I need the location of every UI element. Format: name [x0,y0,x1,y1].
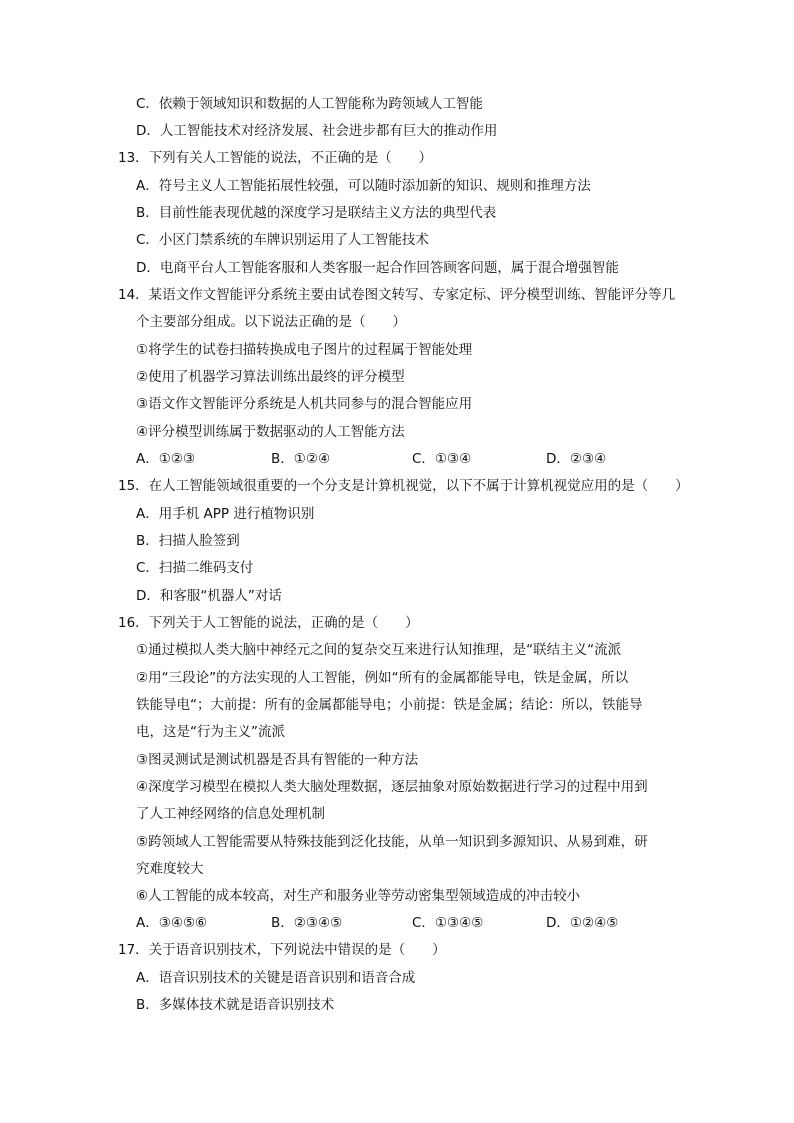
q16-statement-5-line2: 究难度较大 [136,861,204,877]
q16-statement-5-line1: ⑤跨领域人工智能需要从特殊技能到泛化技能，从单一知识到多源知识、从易到难，研 [136,834,648,850]
q15-option-b: B．扫描人脸签到 [136,533,240,549]
q14-option-d: D．②③④ [546,451,607,467]
q14-options [136,449,656,469]
q14-statement-1: ①将学生的试卷扫描转换成电子图片的过程属于智能处理 [136,342,473,358]
q14-statement-4: ④评分模型训练属于数据驱动的人工智能方法 [136,424,405,440]
q15-option-a: A．用手机 APP 进行植物识别 [136,506,315,522]
q16-statement-2-line1: ②用“三段论”的方法实现的人工智能，例如“所有的金属都能导电，铁是金属，所以 [136,670,629,686]
q16-option-c: C．①③④⑤ [412,915,484,931]
q15-option-c: C．扫描二维码支付 [136,560,254,576]
q13-stem: 13．下列有关人工智能的说法，不正确的是（ ） [118,150,433,166]
q16-statement-4-line1: ④深度学习模型在模拟人类大脑处理数据，逐层抽象对原始数据进行学习的过程中用到 [136,779,648,795]
q17-stem: 17．关于语音识别技术，下列说法中错误的是（ ） [118,942,446,958]
q17-option-a: A．语音识别技术的关键是语音识别和语音合成 [136,970,416,986]
q16-statement-6: ⑥人工智能的成本较高，对生产和服务业等劳动密集型领域造成的冲击较小 [136,888,581,904]
q14-stem-line2: 个主要部分组成。以下说法正确的是（ ） [136,314,406,330]
q16-statement-2-line2: 铁能导电“；大前提：所有的金属都能导电；小前提：铁是金属；结论：所以，铁能导 [136,697,643,713]
q14-stem-line1: 14．某语文作文智能评分系统主要由试卷图文转写、专家定标、评分模型训练、智能评分等几 [118,287,676,303]
q17-option-b: B．多媒体技术就是语音识别技术 [136,997,335,1013]
q15-option-d: D．和客服“机器人”对话 [136,588,282,604]
q14-statement-3: ③语文作文智能评分系统是人机共同参与的混合智能应用 [136,396,473,412]
q14-option-a: A．①②③ [136,451,196,467]
q16-options [136,913,656,933]
q14-option-c: C．①③④ [412,451,472,467]
q16-stem: 16．下列关于人工智能的说法，正确的是（ ） [118,615,419,631]
q13-option-b: B．目前性能表现优越的深度学习是联结主义方法的典型代表 [136,205,497,221]
q16-statement-3: ③图灵测试是测试机器是否具有智能的一种方法 [136,752,419,768]
q13-option-a: A．符号主义人工智能拓展性较强，可以随时添加新的知识、规则和推理方法 [136,178,591,194]
q16-option-b: B．②③④⑤ [271,915,343,931]
q16-option-a: A．③④⑤⑥ [136,915,208,931]
q12-option-d: D．人工智能技术对经济发展、社会进步都有巨大的推动作用 [136,123,498,139]
q16-option-d: D．①②④⑤ [546,915,619,931]
q16-statement-2-line3: 电，这是“行为主义”流派 [136,724,285,740]
q16-statement-1: ①通过模拟人类大脑中神经元之间的复杂交互来进行认知推理，是“联结主义“流派 [136,642,622,658]
q14-option-b: B．①②④ [271,451,331,467]
q15-stem: 15．在人工智能领域很重要的一个分支是计算机视觉，以下不属于计算机视觉应用的是（ ） [118,478,689,494]
q13-option-c: C．小区门禁系统的车牌识别运用了人工智能技术 [136,232,429,248]
q12-option-c: C．依赖于领域知识和数据的人工智能称为跨领域人工智能 [136,96,483,112]
q16-statement-4-line2: 了人工神经网络的信息处理机制 [136,806,325,822]
q13-option-d: D．电商平台人工智能客服和人类客服一起合作回答顾客问题，属于混合增强智能 [136,260,619,276]
q14-statement-2: ②使用了机器学习算法训练出最终的评分模型 [136,369,405,385]
